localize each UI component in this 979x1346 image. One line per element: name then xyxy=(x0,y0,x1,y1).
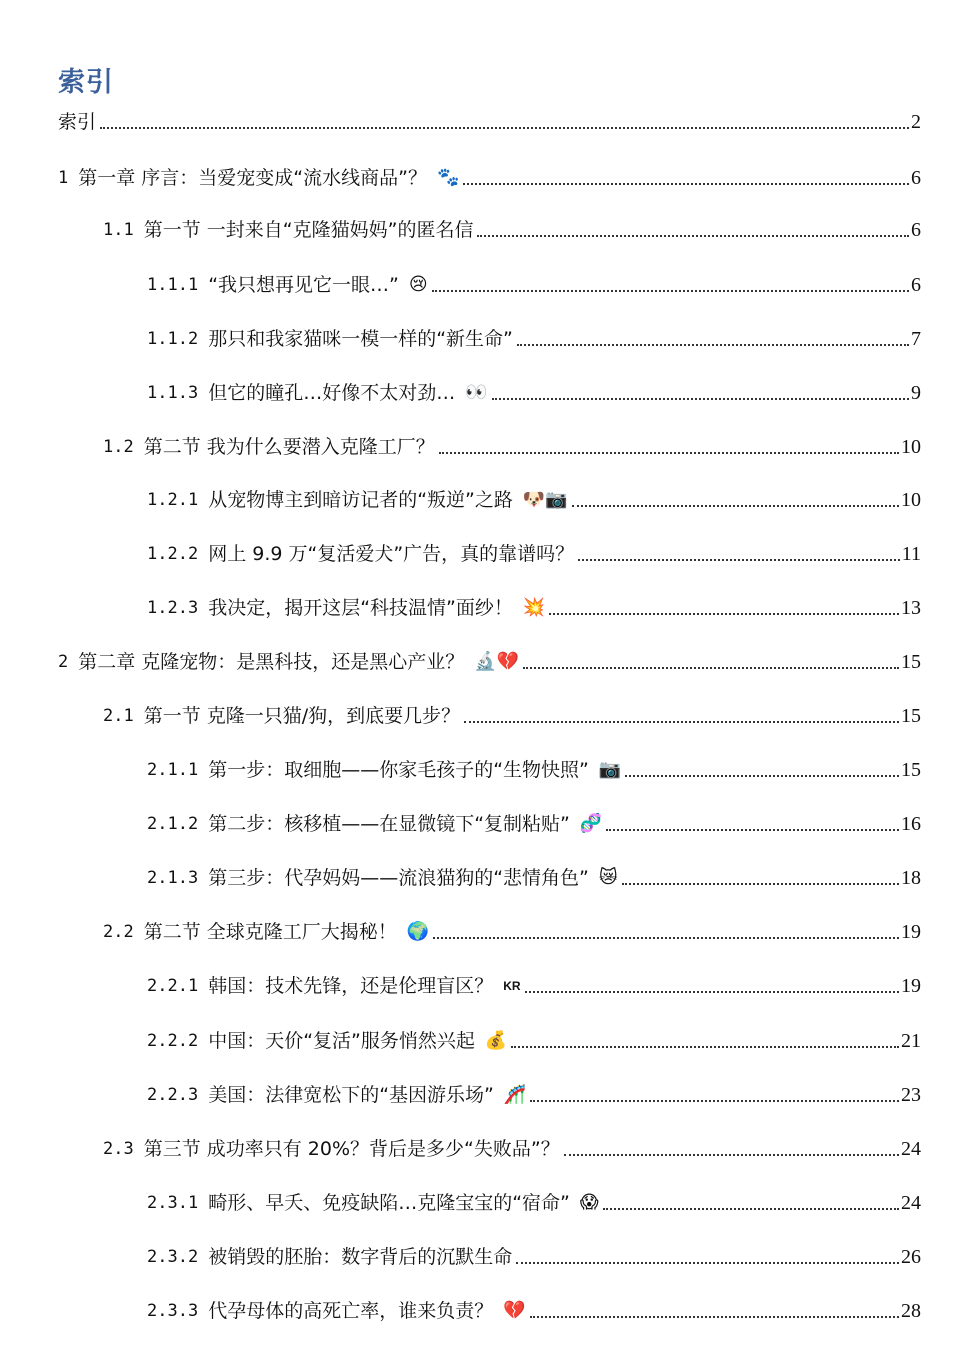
toc-entry-title: 第一节 克隆一只猫/狗，到底要几步？ xyxy=(143,705,461,727)
toc-entry[interactable] xyxy=(147,590,921,620)
toc-page-number: 19 xyxy=(901,975,921,997)
toc-entry[interactable] xyxy=(147,482,921,512)
toc-dot-leader xyxy=(517,344,909,346)
emoji-icon: 🧬 xyxy=(579,813,603,834)
toc-dot-leader xyxy=(603,1208,899,1210)
toc-entry[interactable] xyxy=(103,429,921,459)
toc-dot-leader xyxy=(439,452,899,454)
toc-entry-number: 2.3.2 xyxy=(147,1247,199,1267)
toc-entry[interactable] xyxy=(147,1023,921,1053)
toc-entry-number: 1.2.3 xyxy=(147,598,199,618)
toc-entry-number: 2.1.3 xyxy=(147,868,199,888)
emoji-icon: 🌍 xyxy=(406,921,430,942)
toc-entry[interactable] xyxy=(147,321,921,351)
toc-entry-title: 畸形、早夭、免疫缺陷…克隆宝宝的“宿命” xyxy=(208,1192,570,1214)
toc-dot-leader xyxy=(433,937,899,939)
toc-entry-number: 2.2.1 xyxy=(147,976,199,996)
toc-dot-leader xyxy=(463,183,909,185)
toc-entry-title: 那只和我家猫咪一模一样的“新生命” xyxy=(208,328,513,350)
emoji-icon: 📷 xyxy=(598,759,622,780)
toc-page-number: 2 xyxy=(911,111,921,133)
toc-entry-number: 1.2.1 xyxy=(147,490,199,510)
toc-dot-leader xyxy=(606,829,899,831)
emoji-icon: 🎢 xyxy=(503,1084,527,1105)
toc-page-number: 21 xyxy=(901,1030,921,1052)
toc-entry-title: 索引 xyxy=(58,111,97,133)
toc-entry-number: 1.2.2 xyxy=(147,544,199,564)
toc-entry-title: 网上 9.9 万“复活爱犬”广告，真的靠谱吗？ xyxy=(208,543,575,565)
emoji-icon: 🐾 xyxy=(436,167,460,188)
toc-page-number: 6 xyxy=(911,167,921,189)
toc-page-number: 15 xyxy=(901,705,921,727)
toc-entry[interactable] xyxy=(103,1131,921,1161)
emoji-icon: 😱 xyxy=(579,1192,599,1213)
emoji-icon: 👀 xyxy=(465,382,488,403)
toc-entry-number: 2.1 xyxy=(103,706,134,726)
toc-dot-leader xyxy=(432,290,909,292)
toc-page-number: 23 xyxy=(901,1084,921,1106)
toc-entry-number: 1.1.2 xyxy=(147,329,199,349)
toc-entry-number: 2.3.1 xyxy=(147,1193,199,1213)
toc-entry-number: 2.2.3 xyxy=(147,1085,199,1105)
emoji-icon: 💥 xyxy=(522,597,546,618)
toc-entry-number: 2 xyxy=(58,652,69,672)
toc-entry[interactable] xyxy=(103,698,921,728)
emoji-icon: 😿 xyxy=(598,867,618,888)
toc-entry[interactable] xyxy=(147,536,921,566)
toc-dot-leader xyxy=(622,883,899,885)
toc-entry[interactable] xyxy=(147,1293,921,1323)
toc-entry-number: 2.2 xyxy=(103,922,134,942)
toc-page-number: 9 xyxy=(911,382,921,404)
toc-entry-title: 从宠物博主到暗访记者的“叛逆”之路 xyxy=(208,489,513,511)
toc-entry-number: 1.2 xyxy=(103,437,134,457)
toc-entry-title: 第一步：取细胞——你家毛孩子的“生物快照” xyxy=(208,759,589,781)
toc-page-number: 10 xyxy=(901,436,921,458)
toc-dot-leader xyxy=(530,1100,899,1102)
toc-entry-title: 第三节 成功率只有 20%？背后是多少“失败品”？ xyxy=(143,1138,560,1160)
toc-entry[interactable] xyxy=(147,1077,921,1107)
toc-dot-leader xyxy=(516,1262,899,1264)
toc-page-number: 24 xyxy=(901,1192,921,1214)
toc-dot-leader xyxy=(523,667,899,669)
emoji-icon: 😢 xyxy=(408,274,428,295)
toc-entry-title: 但它的瞳孔…好像不太对劲… xyxy=(208,382,456,404)
toc-page-number: 13 xyxy=(901,597,921,619)
toc-entry[interactable] xyxy=(103,914,921,944)
toc-dot-leader xyxy=(492,398,909,400)
toc-entry-title: 第二节 我为什么要潜入克隆工厂？ xyxy=(143,436,435,458)
toc-entry[interactable] xyxy=(147,860,921,890)
toc-dot-leader xyxy=(625,775,899,777)
toc-page-number: 7 xyxy=(911,328,921,350)
toc-entry-number: 1 xyxy=(58,168,69,188)
emoji-icon: 🔬💔 xyxy=(474,651,520,672)
emoji-icon: 💔 xyxy=(503,1300,526,1321)
toc-entry-number: 1.1 xyxy=(103,220,134,240)
emoji-icon: 🐶📷 xyxy=(522,489,568,510)
emoji-icon: KR xyxy=(503,979,521,993)
toc-dot-leader xyxy=(578,559,900,561)
toc-entry-title: 第二步：核移植——在显微镜下“复制粘贴” xyxy=(208,813,570,835)
toc-dot-leader xyxy=(477,235,909,237)
toc-dot-leader xyxy=(549,613,899,615)
toc-entry-title: 第二节 全球克隆工厂大揭秘！ xyxy=(143,921,397,943)
toc-entry-title: 我决定，揭开这层“科技温情”面纱！ xyxy=(208,597,513,619)
toc-entry[interactable] xyxy=(103,212,921,242)
toc-dot-leader xyxy=(511,1046,899,1048)
toc-entry-title: 第三步：代孕妈妈——流浪猫狗的“悲情角色” xyxy=(208,867,589,889)
toc-entry[interactable] xyxy=(147,806,921,836)
toc-page-number: 24 xyxy=(901,1138,921,1160)
toc-entry-number: 2.1.1 xyxy=(147,760,199,780)
emoji-icon: 💰 xyxy=(484,1030,508,1051)
toc-page-number: 19 xyxy=(901,921,921,943)
toc-entry-title: 第二章 克隆宠物：是黑科技，还是黑心产业？ xyxy=(78,651,465,673)
page-title: 索引 xyxy=(58,67,114,98)
toc-page-number: 26 xyxy=(901,1246,921,1268)
toc-entry-number: 1.1.1 xyxy=(147,275,199,295)
toc-entry-title: “我只想再见它一眼…” xyxy=(208,274,399,296)
toc-entry-number: 2.2.2 xyxy=(147,1031,199,1051)
toc-entry[interactable] xyxy=(147,752,921,782)
toc-page-number: 11 xyxy=(901,543,921,565)
toc-entry-title: 被销毁的胚胎：数字背后的沉默生命 xyxy=(208,1246,513,1268)
toc-entry[interactable] xyxy=(58,644,921,674)
toc-page-number: 6 xyxy=(911,219,921,241)
toc-dot-leader xyxy=(530,1316,899,1318)
toc-page-number: 16 xyxy=(901,813,921,835)
toc-entry[interactable] xyxy=(147,1185,921,1215)
toc-entry-number: 2.3.3 xyxy=(147,1301,199,1321)
toc-entry-title: 韩国：技术先锋，还是伦理盲区？ xyxy=(208,975,494,997)
toc-entry[interactable] xyxy=(58,160,921,190)
toc-entry-number: 1.1.3 xyxy=(147,383,199,403)
toc-page-number: 15 xyxy=(901,759,921,781)
toc-page-number: 10 xyxy=(901,489,921,511)
toc-entry-number: 2.3 xyxy=(103,1139,134,1159)
toc-entry[interactable] xyxy=(147,267,921,297)
toc-page-number: 6 xyxy=(911,274,921,296)
toc-dot-leader xyxy=(525,991,899,993)
toc-dot-leader xyxy=(564,1154,899,1156)
toc-entry-title: 代孕母体的高死亡率，谁来负责？ xyxy=(208,1300,494,1322)
toc-entry-title: 第一节 一封来自“克隆猫妈妈”的匿名信 xyxy=(143,219,474,241)
toc-page-number: 28 xyxy=(901,1300,921,1322)
toc-entry-title: 美国：法律宽松下的“基因游乐场” xyxy=(208,1084,494,1106)
toc-entry-title: 第一章 序言：当爱宠变成“流水线商品”？ xyxy=(78,167,427,189)
toc-entry-title: 中国：天价“复活”服务悄然兴起 xyxy=(208,1030,475,1052)
toc-page-number: 18 xyxy=(901,867,921,889)
toc-entry[interactable] xyxy=(147,375,921,405)
toc-entry[interactable] xyxy=(58,104,921,134)
toc-dot-leader xyxy=(464,721,899,723)
toc-entry[interactable] xyxy=(147,1239,921,1269)
toc-entry[interactable] xyxy=(147,968,921,998)
toc-entry-number: 2.1.2 xyxy=(147,814,199,834)
toc-dot-leader xyxy=(572,505,899,507)
toc-dot-leader xyxy=(100,127,909,129)
toc-page-number: 15 xyxy=(901,651,921,673)
